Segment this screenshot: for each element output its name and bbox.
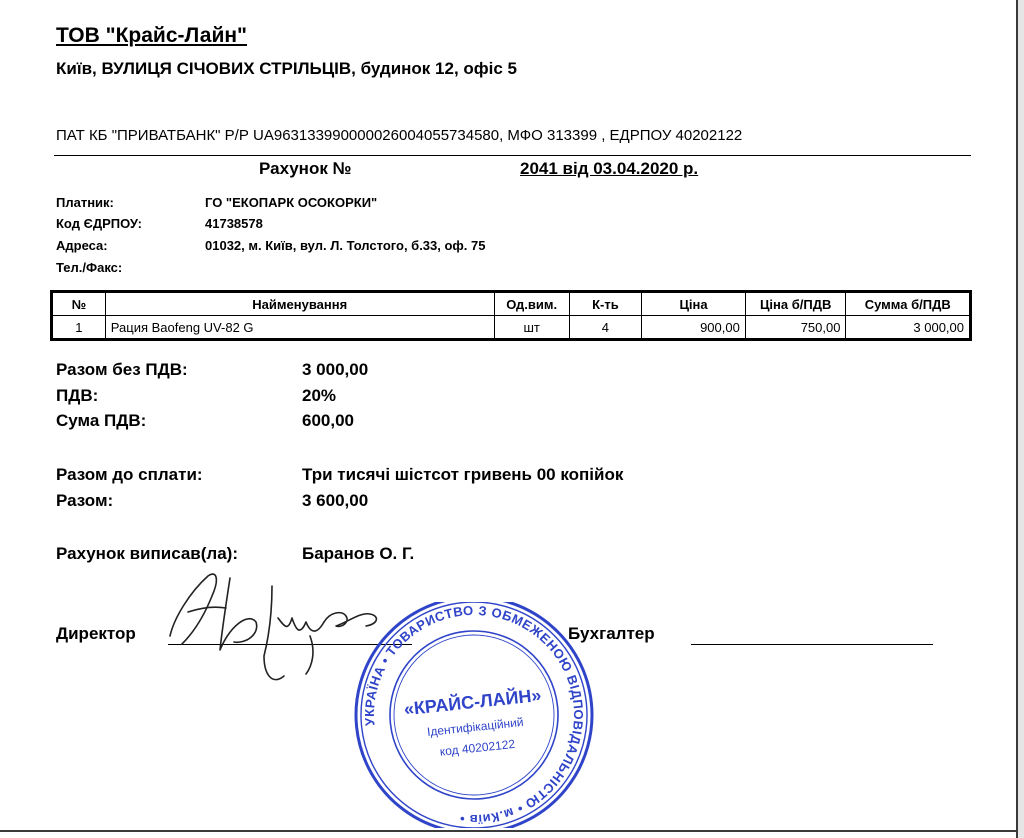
col-header-name: Найменування	[105, 292, 494, 316]
director-label: Директор	[56, 624, 136, 643]
issued-by-value: Баранов О. Г.	[302, 544, 415, 563]
accountant-signature-line	[691, 644, 933, 645]
table-row	[52, 316, 971, 340]
vat-sum-value: 600,00	[302, 411, 354, 430]
bank-details: ПАТ КБ "ПРИВАТБАНК" Р/Р UA963133990000026004055734580, МФО 313399 , ЕДРПОУ 40202122	[56, 127, 743, 144]
accountant-label: Бухгалтер	[568, 624, 655, 643]
stamp-id-label: Ідентифікаційний	[426, 714, 525, 739]
to-pay-words: Три тисячі шістсот гривень 00 копійок	[302, 465, 624, 484]
subtotal-label: Разом без ПДВ:	[56, 360, 188, 379]
vat-label: ПДВ:	[56, 386, 99, 405]
cell-price: 900,00	[642, 316, 746, 340]
company-address: Київ, ВУЛИЦЯ СІЧОВИХ СТРІЛЬЦІВ, будинок 12, офіс 5	[56, 59, 518, 78]
col-header-number: №	[52, 292, 106, 316]
payer-label: Платник:	[56, 195, 114, 210]
stamp-company-name: «КРАЙС-ЛАЙН»	[403, 684, 543, 720]
stamp-id-code: код 40202122	[439, 736, 516, 759]
phone-label: Тел./Факс:	[56, 260, 123, 275]
stamp-ring-text: УКРАЇНА • ТОВАРИСТВО З ОБМЕЖЕНОЮ ВІДПОВІДАЛЬНІСТЮ • м.Київ •	[361, 602, 587, 828]
col-header-unit: Од.вим.	[494, 292, 569, 316]
total-value: 3 600,00	[302, 491, 369, 510]
cell-unit: шт	[494, 316, 569, 340]
edrpou-value: 41738578	[205, 216, 263, 231]
header-divider	[54, 155, 971, 156]
company-stamp	[348, 602, 600, 828]
address-label: Адреса:	[56, 238, 108, 253]
page-edge-shadow	[1018, 0, 1024, 838]
cell-price-no-vat: 750,00	[745, 316, 846, 340]
cell-number: 1	[52, 316, 106, 340]
payer-value: ГО "ЕКОПАРК ОСОКОРКИ"	[205, 195, 378, 210]
cell-qty: 4	[569, 316, 642, 340]
col-header-sum-no-vat: Сумма б/ПДВ	[846, 292, 971, 316]
issued-by-label: Рахунок виписав(ла):	[56, 544, 238, 563]
invoice-number-date: 2041 від 03.04.2020 р.	[520, 159, 699, 178]
invoice-label: Рахунок №	[259, 159, 352, 178]
col-header-price: Ціна	[642, 292, 746, 316]
company-name: ТОВ "Крайс-Лайн"	[56, 24, 247, 47]
vat-sum-label: Сума ПДВ:	[56, 411, 147, 430]
col-header-qty: К-ть	[569, 292, 642, 316]
vat-value: 20%	[302, 386, 337, 405]
total-label: Разом:	[56, 491, 114, 510]
address-value: 01032, м. Київ, вул. Л. Толстого, б.33, оф. 75	[205, 238, 486, 253]
to-pay-label: Разом до сплати:	[56, 465, 203, 484]
subtotal-value: 3 000,00	[302, 360, 369, 379]
table-header-row	[52, 292, 971, 316]
items-table	[50, 290, 972, 341]
cell-name: Рация Baofeng UV-82 G	[105, 316, 494, 340]
col-header-price-no-vat: Ціна б/ПДВ	[745, 292, 846, 316]
page-edge-bottom	[0, 830, 1018, 832]
cell-sum-no-vat: 3 000,00	[846, 316, 971, 340]
edrpou-label: Код ЄДРПОУ:	[56, 216, 142, 231]
